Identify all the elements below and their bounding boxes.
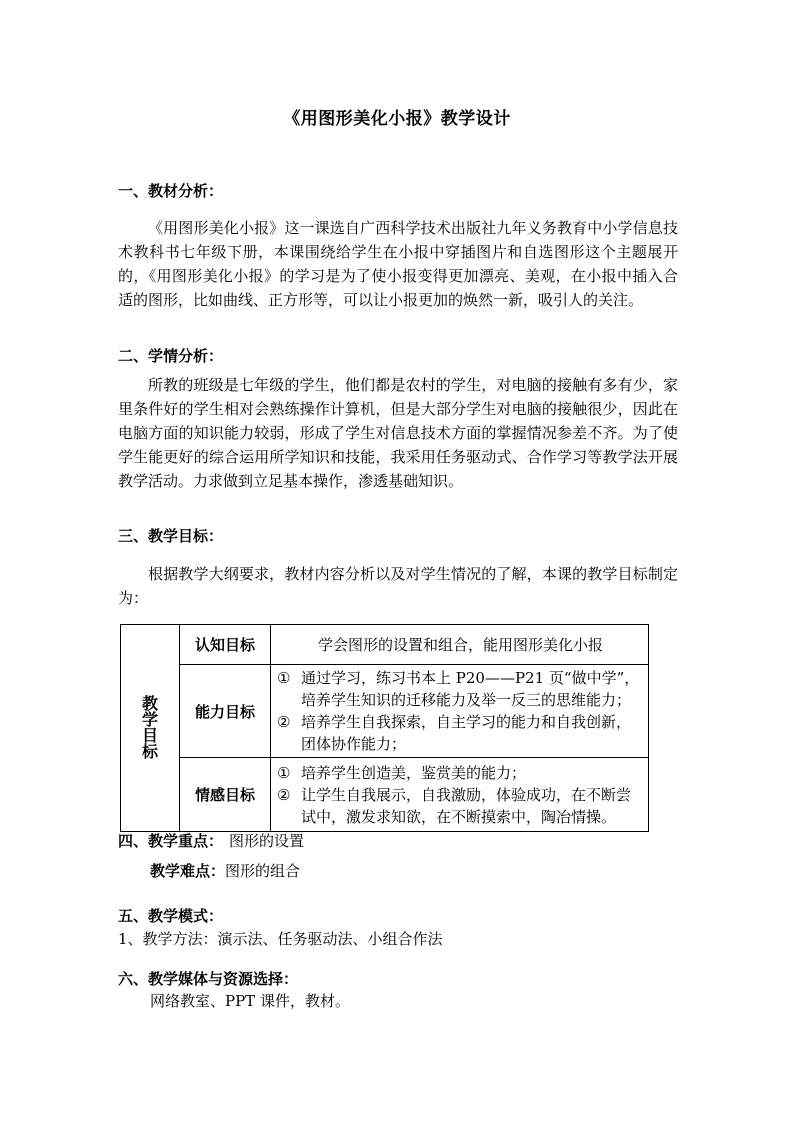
- item-number: ②: [277, 785, 291, 804]
- goal-text: 培养学生自我探索，自主学习的能力和自我创新，团体协作能力；: [301, 713, 632, 753]
- table-header-label: 教学目标: [141, 693, 158, 761]
- goal-text: 通过学习，练习书本上 P20——P21 页“做中学”，培养学生知识的迁移能力及举一反三的思维能力；: [301, 669, 640, 709]
- section-heading-learner-analysis: 二、学情分析：: [118, 347, 224, 365]
- table-row: [121, 758, 649, 832]
- paragraph-learner-analysis: 所教的班级是七年级的学生，他们都是农村的学生，对电脑的接触有多有少，家里条件好的学生相对会熟练操作计算机，但是大部分学生对电脑的接触很少，因此在电脑方面的知识能力较弱，形成了学生对信息技术方面的掌握情况参差不齐。为了使学生能更好的综合运用所学知识和技能，我采用任务驱动式、合作学习等教学法开展教学活动。力求做到立足基本操作，渗透基础知识。: [118, 376, 678, 490]
- table-category-cell: [180, 758, 271, 832]
- teaching-goals-table: [120, 624, 649, 832]
- difficulty-label: 教学难点：: [150, 862, 226, 880]
- key-point-text: 图形的设置: [229, 832, 305, 850]
- table-header-cell: [121, 625, 180, 832]
- section-heading-key-point: 四、教学重点：: [118, 832, 224, 850]
- key-point-line: [118, 830, 304, 851]
- goal-item: [277, 667, 644, 711]
- table-description-cell: [271, 665, 649, 758]
- section-heading-teaching-goals: 三、教学目标：: [118, 527, 224, 545]
- goal-text: 让学生自我展示，自我激励，体验成功，在不断尝试中，激发求知欲，在不断摸索中，陶冶情操。: [301, 785, 632, 826]
- paragraph-teaching-goals: 根据教学大纲要求，教材内容分析以及对学生情况的了解，本课的教学目标制定为：: [118, 565, 678, 607]
- table-row: [121, 625, 649, 665]
- item-number: ②: [277, 713, 291, 731]
- section-heading-teaching-mode: 五、教学模式：: [118, 907, 224, 925]
- table-description-cell: [271, 758, 649, 832]
- section-heading-textbook-analysis: 一、教材分析：: [118, 182, 224, 200]
- difficulty-text: 图形的组合: [225, 862, 301, 880]
- paragraph-textbook-analysis: 《用图形美化小报》这一课选自广西科学技术出版社九年义务教育中小学信息技术教科书七年级下册，本课围绕给学生在小报中穿插图片和自选图形这个主题展开的，《用图形美化小报》的学习是为了使小报变得更加漂亮、美观，在小报中插入合适的图形，比如曲线、正方形等，可以让小报更加的焕然一新，吸引人的关注。: [118, 219, 678, 309]
- category-label: 情感目标: [194, 786, 255, 804]
- item-number: ①: [277, 669, 291, 687]
- category-label: 认知目标: [194, 636, 255, 654]
- goal-item: [277, 711, 644, 755]
- table-category-cell: [180, 625, 271, 665]
- goal-text: 培养学生创造美，鉴赏美的能力；: [301, 763, 527, 782]
- difficulty-line: [150, 860, 300, 881]
- teaching-method-text: 1、教学方法：演示法、任务驱动法、小组合作法: [118, 930, 443, 948]
- table-category-cell: [180, 665, 271, 758]
- goal-item: [277, 784, 644, 828]
- section-heading-media-resources: 六、教学媒体与资源选择：: [118, 970, 299, 988]
- category-label: 能力目标: [194, 702, 255, 721]
- document-title: 《用图形美化小报》教学设计: [283, 109, 511, 129]
- table-description-cell: [271, 625, 649, 665]
- media-resources-text: 网络教室、PPT 课件，教材。: [150, 992, 350, 1010]
- item-number: ①: [277, 763, 291, 782]
- goal-item: [277, 762, 644, 784]
- goal-text: 学会图形的设置和组合，能用图形美化小报: [317, 635, 603, 654]
- table-row: [121, 665, 649, 758]
